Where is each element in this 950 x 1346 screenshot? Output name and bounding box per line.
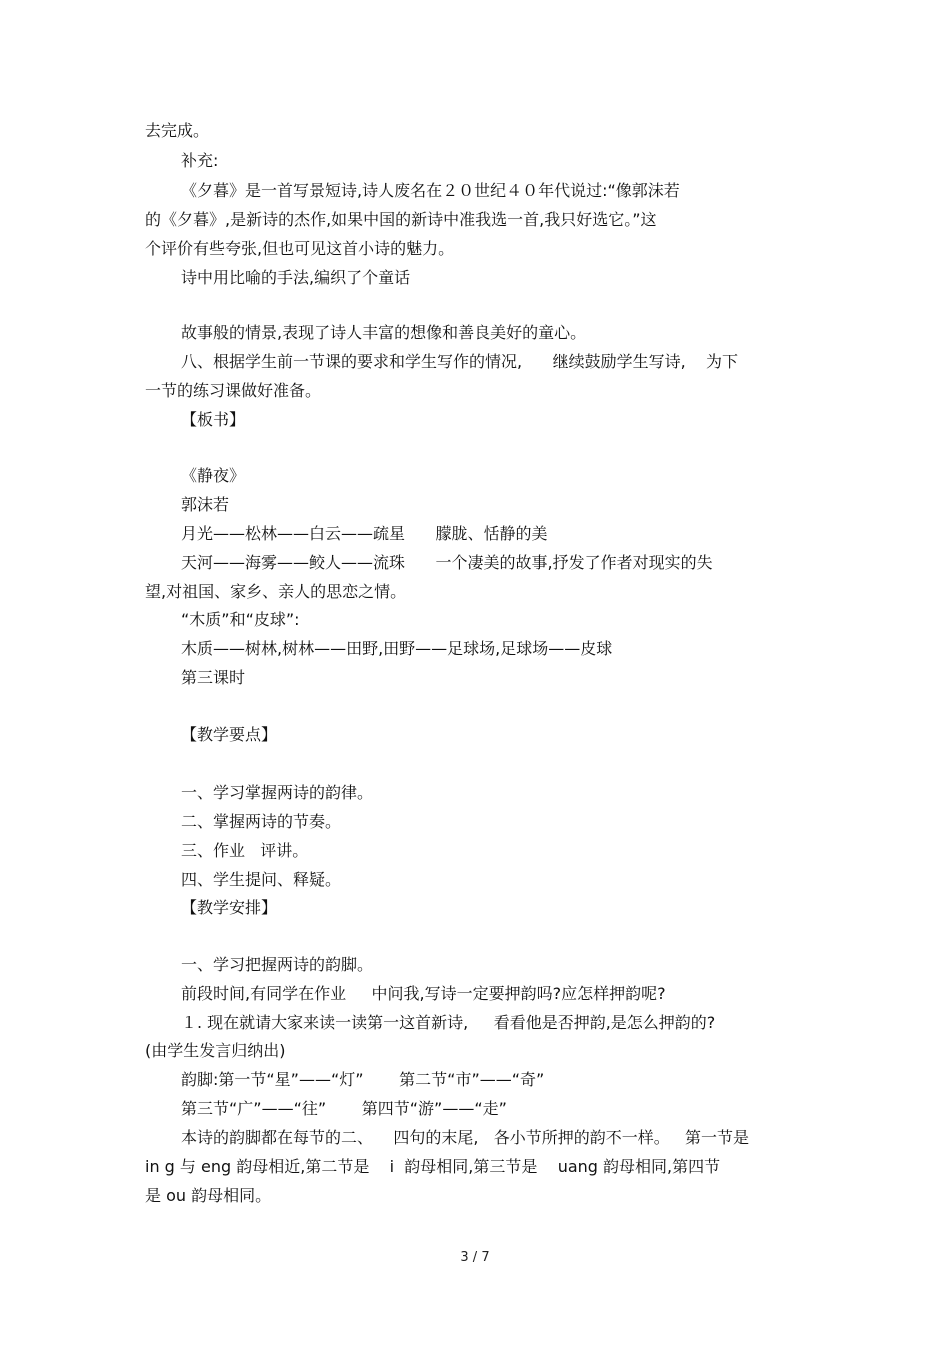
section-heading: 【板书】 (181, 410, 246, 429)
section-heading: 【教学要点】 (181, 725, 278, 744)
text-line: 韵脚:第一节“星”——“灯” 第二节“市”——“奇” (181, 1070, 545, 1089)
text-line: 补充: (181, 151, 219, 170)
text-line: 《夕暮》是一首写景短诗,诗人废名在２０世纪４０年代说过:“像郭沫若 (181, 181, 680, 200)
text-line: 四、学生提问、释疑。 (181, 870, 342, 889)
text-line: 木质——树林,树林——田野,田野——足球场,足球场——皮球 (181, 639, 613, 658)
text-line: 郭沫若 (181, 495, 230, 514)
text-line: 望,对祖国、家乡、亲人的思恋之情。 (145, 582, 407, 601)
text-line: 本诗的韵脚都在每节的二、 四句的末尾, 各小节所押的韵不一样。 第一节是 (181, 1128, 749, 1147)
text-line: 的《夕暮》,是新诗的杰作,如果中国的新诗中准我选一首,我只好选它。”这 (145, 210, 657, 229)
text-line: 诗中用比喻的手法,编织了个童话 (181, 268, 411, 287)
text-line: 一、学习把握两诗的韵脚。 (181, 955, 374, 974)
text-line: 八、根据学生前一节课的要求和学生写作的情况, 继续鼓励学生写诗, 为下 (181, 352, 739, 371)
text-line: 三、作业 评讲。 (181, 841, 309, 860)
text-line: 去完成。 (145, 121, 210, 140)
text-line: 故事般的情景,表现了诗人丰富的想像和善良美好的童心。 (181, 323, 587, 342)
text-line: 前段时间,有同学在作业 中问我,写诗一定要押韵吗?应怎样押韵呢? (181, 984, 666, 1003)
text-line: 第三节“广”——“往” 第四节“游”——“走” (181, 1099, 507, 1118)
text-line: 是 ou 韵母相同。 (145, 1186, 272, 1205)
section-heading: 【教学安排】 (181, 898, 278, 917)
text-line: 一、学习掌握两诗的韵律。 (181, 783, 374, 802)
text-line: “木质”和“皮球”: (181, 610, 300, 629)
text-line: 天河——海雾——鲛人——流珠 一个凄美的故事,抒发了作者对现实的失 (181, 553, 713, 572)
text-line: 第三课时 (181, 668, 246, 687)
text-line: 个评价有些夸张,但也可见这首小诗的魅力。 (145, 239, 455, 258)
text-line: 月光——松林——白云——疏星 朦胧、恬静的美 (181, 524, 548, 543)
text-line: 《静夜》 (181, 466, 246, 485)
text-line: 一节的练习课做好准备。 (145, 381, 322, 400)
text-line: 二、掌握两诗的节奏。 (181, 812, 342, 831)
text-line: in g 与 eng 韵母相近,第二节是 i 韵母相同,第三节是 uang 韵母相同,第四节 (145, 1157, 721, 1176)
text-line: １. 现在就请大家来读一读第一这首新诗, 看看他是否押韵,是怎么押韵的? (181, 1013, 716, 1032)
page-number: 3 / 7 (460, 1250, 490, 1265)
text-line: (由学生发言归纳出) (145, 1041, 286, 1060)
